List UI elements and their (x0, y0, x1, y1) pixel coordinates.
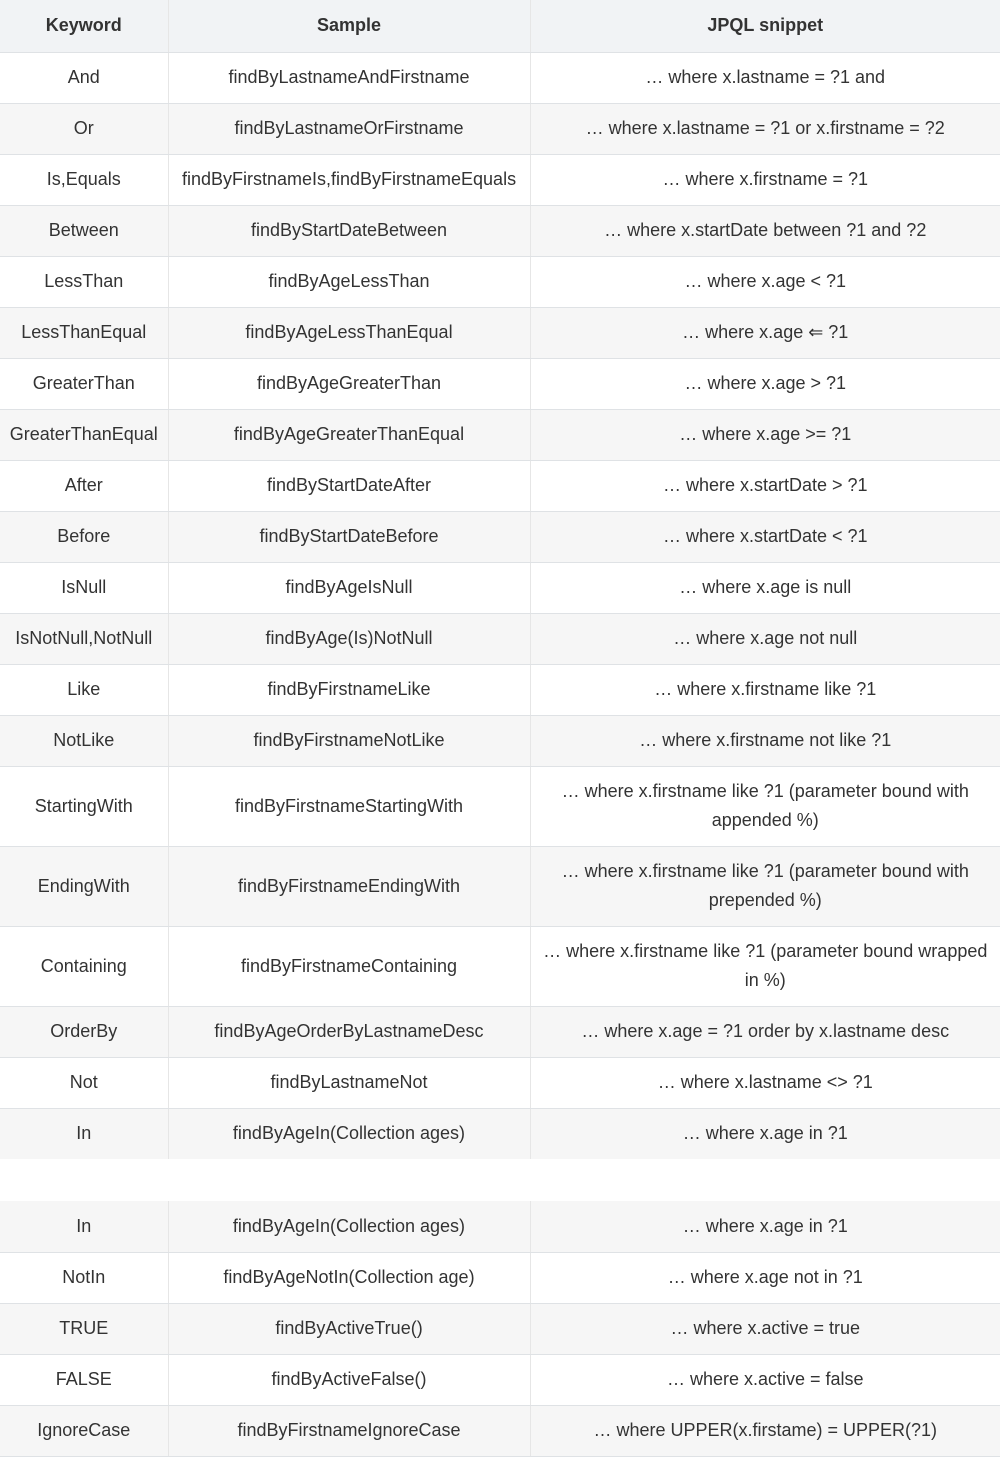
table-header-row (0, 0, 1000, 52)
keyword-cell: Like (0, 664, 168, 715)
sample-cell: findByAgeIn(Collection ages) (168, 1201, 530, 1252)
jpql-snippet-cell: … where x.age < ?1 (530, 256, 1000, 307)
sample-cell: findByActiveFalse() (168, 1354, 530, 1405)
keyword-cell: And (0, 52, 168, 103)
jpql-snippet-cell: … where x.age ⇐ ?1 (530, 307, 1000, 358)
jpql-snippet-cell: … where x.firstname like ?1 (530, 664, 1000, 715)
keyword-cell: IgnoreCase (0, 1405, 168, 1456)
table-row (0, 409, 1000, 460)
keyword-cell: IsNull (0, 562, 168, 613)
keyword-cell: EndingWith (0, 846, 168, 926)
keyword-table-continued (0, 1201, 1000, 1457)
header-sample: Sample (168, 0, 530, 52)
sample-cell: findByAgeLessThan (168, 256, 530, 307)
jpql-snippet-cell: … where x.age not null (530, 613, 1000, 664)
sample-cell: findByAgeOrderByLastnameDesc (168, 1006, 530, 1057)
sample-cell: findByFirstnameLike (168, 664, 530, 715)
jpql-snippet-cell: … where x.firstname like ?1 (parameter bound with prepended %) (530, 846, 1000, 926)
table-row (0, 613, 1000, 664)
table-row (0, 205, 1000, 256)
keyword-cell: TRUE (0, 1303, 168, 1354)
sample-cell: findByFirstnameIgnoreCase (168, 1405, 530, 1456)
sample-cell: findByStartDateAfter (168, 460, 530, 511)
sample-cell: findByAgeGreaterThan (168, 358, 530, 409)
keyword-cell: In (0, 1201, 168, 1252)
sample-cell: findByLastnameOrFirstname (168, 103, 530, 154)
sample-cell: findByFirstnameNotLike (168, 715, 530, 766)
table-row (0, 154, 1000, 205)
sample-cell: findByAgeLessThanEqual (168, 307, 530, 358)
sample-cell: findByAge(Is)NotNull (168, 613, 530, 664)
keyword-cell: Not (0, 1057, 168, 1108)
table-row (0, 103, 1000, 154)
header-keyword: Keyword (0, 0, 168, 52)
table-row (0, 1057, 1000, 1108)
table-row (0, 256, 1000, 307)
table-row (0, 358, 1000, 409)
keyword-cell: GreaterThanEqual (0, 409, 168, 460)
jpql-snippet-cell: … where x.firstname not like ?1 (530, 715, 1000, 766)
jpql-snippet-cell: … where x.firstname like ?1 (parameter bound wrapped in %) (530, 926, 1000, 1006)
sample-cell: findByLastnameNot (168, 1057, 530, 1108)
table-row (0, 511, 1000, 562)
table-row (0, 307, 1000, 358)
table-row (0, 1354, 1000, 1405)
sample-cell: findByStartDateBefore (168, 511, 530, 562)
jpql-snippet-cell: … where x.age is null (530, 562, 1000, 613)
keyword-cell: OrderBy (0, 1006, 168, 1057)
sample-cell: findByAgeIn(Collection ages) (168, 1108, 530, 1159)
keyword-cell: StartingWith (0, 766, 168, 846)
keyword-cell: After (0, 460, 168, 511)
sample-cell: findByStartDateBetween (168, 205, 530, 256)
table-row (0, 1303, 1000, 1354)
keyword-cell: NotLike (0, 715, 168, 766)
keyword-cell: IsNotNull,NotNull (0, 613, 168, 664)
sample-cell: findByFirstnameEndingWith (168, 846, 530, 926)
jpql-snippet-cell: … where x.lastname = ?1 and (530, 52, 1000, 103)
table-gap (0, 1159, 1000, 1201)
sample-cell: findByActiveTrue() (168, 1303, 530, 1354)
table-row (0, 766, 1000, 846)
keyword-cell: NotIn (0, 1252, 168, 1303)
jpql-snippet-cell: … where x.startDate between ?1 and ?2 (530, 205, 1000, 256)
table-row (0, 1201, 1000, 1252)
keyword-cell: Containing (0, 926, 168, 1006)
table-row (0, 1405, 1000, 1456)
keyword-cell: Or (0, 103, 168, 154)
sample-cell: findByAgeNotIn(Collection age) (168, 1252, 530, 1303)
header-jpql-snippet: JPQL snippet (530, 0, 1000, 52)
table-row (0, 562, 1000, 613)
keyword-cell: GreaterThan (0, 358, 168, 409)
keyword-cell: Is,Equals (0, 154, 168, 205)
jpql-snippet-cell: … where x.firstname like ?1 (parameter bound with appended %) (530, 766, 1000, 846)
jpql-snippet-cell: … where x.age > ?1 (530, 358, 1000, 409)
jpql-snippet-cell: … where x.startDate < ?1 (530, 511, 1000, 562)
keyword-cell: Between (0, 205, 168, 256)
jpql-snippet-cell: … where x.age in ?1 (530, 1201, 1000, 1252)
keyword-cell: FALSE (0, 1354, 168, 1405)
table-body (0, 52, 1000, 1159)
table-row (0, 1006, 1000, 1057)
jpql-snippet-cell: … where x.lastname <> ?1 (530, 1057, 1000, 1108)
keyword-cell: LessThanEqual (0, 307, 168, 358)
table-row (0, 715, 1000, 766)
jpql-snippet-cell: … where x.age in ?1 (530, 1108, 1000, 1159)
jpql-snippet-cell: … where x.firstname = ?1 (530, 154, 1000, 205)
table-row (0, 846, 1000, 926)
table-body (0, 1201, 1000, 1456)
sample-cell: findByFirstnameIs,findByFirstnameEquals (168, 154, 530, 205)
table-row (0, 1252, 1000, 1303)
jpql-snippet-cell: … where x.startDate > ?1 (530, 460, 1000, 511)
keyword-cell: In (0, 1108, 168, 1159)
jpql-snippet-cell: … where x.age = ?1 order by x.lastname desc (530, 1006, 1000, 1057)
table-row (0, 926, 1000, 1006)
sample-cell: findByAgeIsNull (168, 562, 530, 613)
sample-cell: findByLastnameAndFirstname (168, 52, 530, 103)
sample-cell: findByFirstnameStartingWith (168, 766, 530, 846)
table-row (0, 664, 1000, 715)
sample-cell: findByFirstnameContaining (168, 926, 530, 1006)
keyword-cell: Before (0, 511, 168, 562)
jpql-snippet-cell: … where x.active = false (530, 1354, 1000, 1405)
table-row (0, 1108, 1000, 1159)
sample-cell: findByAgeGreaterThanEqual (168, 409, 530, 460)
table-row (0, 460, 1000, 511)
jpql-snippet-cell: … where x.age >= ?1 (530, 409, 1000, 460)
jpql-snippet-cell: … where UPPER(x.firstame) = UPPER(?1) (530, 1405, 1000, 1456)
jpql-snippet-cell: … where x.lastname = ?1 or x.firstname = ?2 (530, 103, 1000, 154)
table-row (0, 52, 1000, 103)
jpql-snippet-cell: … where x.active = true (530, 1303, 1000, 1354)
keyword-cell: LessThan (0, 256, 168, 307)
jpql-snippet-cell: … where x.age not in ?1 (530, 1252, 1000, 1303)
